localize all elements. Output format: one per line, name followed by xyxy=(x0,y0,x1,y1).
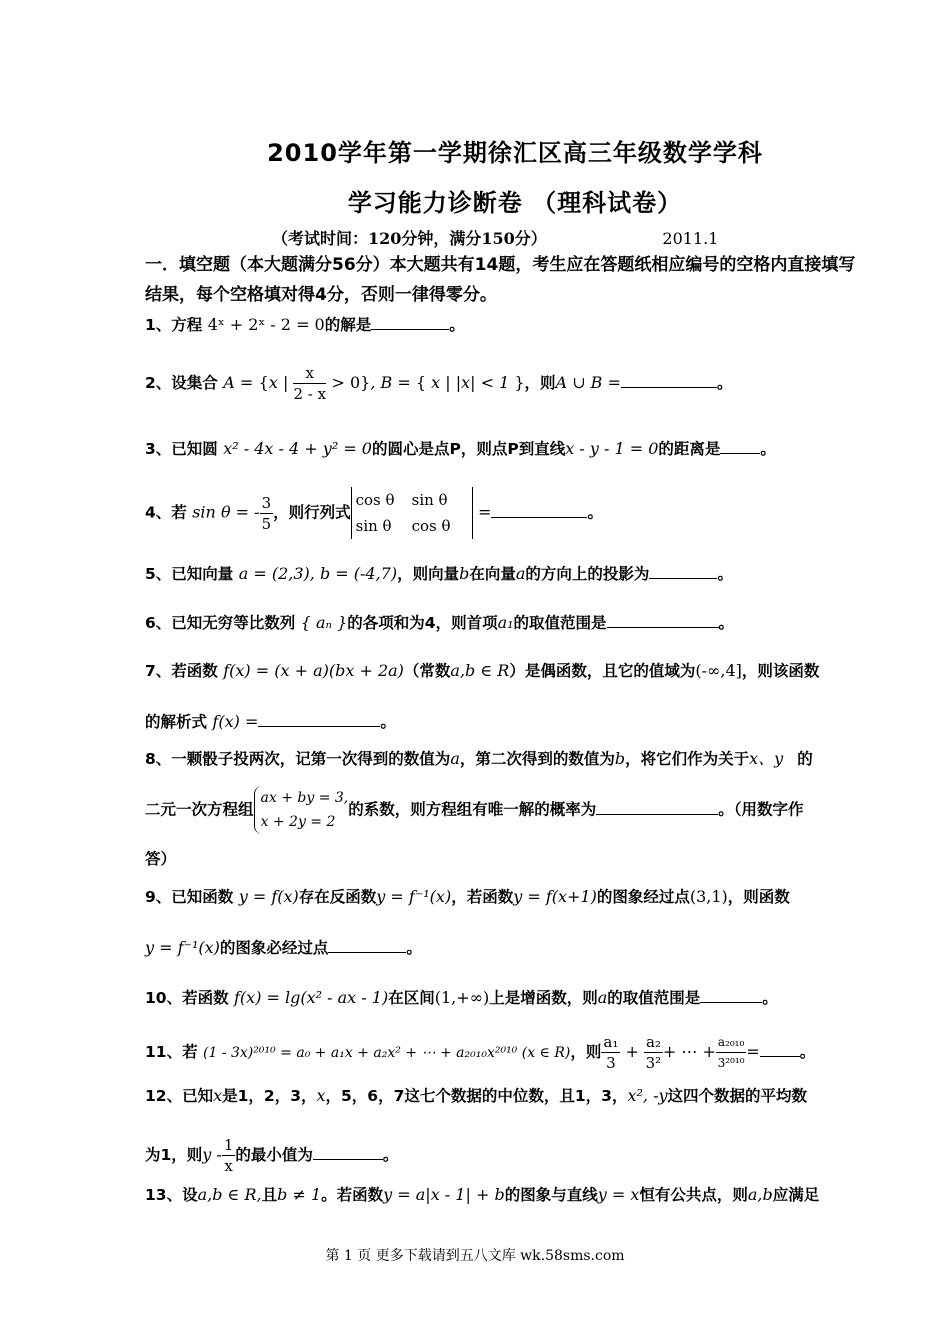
question-text: ，则行列式 xyxy=(273,503,351,522)
math-expression: x xyxy=(213,1086,223,1105)
question-text: ）是偶函数，且它的值域为 xyxy=(509,662,696,680)
math-expression: > 0 xyxy=(331,373,361,392)
question-text: 。 xyxy=(380,713,396,731)
question-text: 。 xyxy=(762,989,778,1007)
fraction xyxy=(222,1135,236,1176)
question-text: 。（用数字作 xyxy=(718,800,804,819)
math-expression: a xyxy=(597,988,608,1007)
question-text: 已知向量 xyxy=(171,565,234,583)
fraction-denominator: 3²⁰¹⁰ xyxy=(717,1056,745,1070)
question-text: 若函数 xyxy=(171,662,218,680)
question-text: ，则 xyxy=(570,1043,602,1061)
question-text: ，第二次得到的数值为 xyxy=(459,750,615,768)
question-8-line-2 xyxy=(145,786,865,834)
question-text: 方程 xyxy=(171,316,203,334)
question-7-line-2 xyxy=(145,710,865,733)
question-text: ，若函数 xyxy=(451,888,514,906)
question-number: 5、 xyxy=(145,565,172,583)
question-text: 。 xyxy=(382,1146,399,1164)
question-text: 存在反函数 xyxy=(298,888,377,906)
question-12 xyxy=(145,1085,865,1107)
question-text: 的解是 xyxy=(324,316,372,334)
question-3 xyxy=(145,437,865,460)
fraction-denominator: 3 xyxy=(606,1054,616,1072)
answer-blank xyxy=(371,313,449,330)
math-expression: b ≠ 1 xyxy=(277,1185,322,1204)
question-2: 2、设集合 A = {x | $\frac{x}{2 - x}$ > 0}, B = { x | |x| < 1 }，则A ∪ B = 。 xyxy=(145,364,733,403)
math-expression: f(x) = lg(x² - ax - 1) xyxy=(234,988,389,1007)
question-text: 已知圆 xyxy=(171,440,218,458)
math-expression: y = f(x+1) xyxy=(513,887,597,906)
math-expression: y = a|x - 1| + b xyxy=(383,1185,505,1204)
det-cell: cos θ xyxy=(411,517,451,535)
math-expression: a xyxy=(515,564,526,583)
math-expression: (1 - 3x)²⁰¹⁰ = a₀ + a₁x + a₂x² + ⋯ + a₂₀₁₀x²⁰¹⁰ (x ∈ R) xyxy=(203,1045,571,1061)
fraction-numerator: x xyxy=(293,363,326,384)
question-text: 。 xyxy=(799,1043,816,1061)
question-text: 的图象与直线 xyxy=(504,1186,598,1204)
fraction xyxy=(716,1032,746,1073)
math-expression: y = f⁻¹(x) xyxy=(376,887,452,906)
fraction-numerator: a₂ xyxy=(645,1033,661,1051)
math-expression: sin θ = - xyxy=(192,502,260,522)
question-text: 。 xyxy=(587,503,603,522)
math-expression: b xyxy=(459,564,470,583)
question-number: 13、 xyxy=(145,1186,183,1204)
math-expression: A = xyxy=(223,373,254,392)
math-expression: a₁ xyxy=(497,613,514,632)
fraction-numerator: a₂₀₁₀ xyxy=(716,1032,746,1053)
question-text: 的取值范围是 xyxy=(513,614,607,632)
math-expression: x², -y xyxy=(627,1086,668,1105)
question-text: 已知无穷等比数列 xyxy=(171,614,296,632)
det-cell: cos θ xyxy=(355,491,395,509)
question-text: 的各项和为4，则首项 xyxy=(347,614,498,632)
question-number: 11、 xyxy=(145,1043,183,1061)
question-8-line-3 xyxy=(145,848,865,870)
det-cell: sin θ xyxy=(411,491,448,509)
question-text: 这四个数据的平均数 xyxy=(667,1087,808,1105)
question-text: ，则 xyxy=(524,374,556,392)
answer-blank xyxy=(596,798,718,815)
answer-blank xyxy=(621,371,717,388)
math-expression: f(x) = xyxy=(212,712,259,731)
math-expression: y = f⁻¹(x) xyxy=(145,938,220,957)
math-expression: a xyxy=(450,749,460,768)
math-expression: b xyxy=(614,749,626,768)
question-text: 。 xyxy=(449,316,465,334)
question-text: 的 xyxy=(797,750,813,768)
question-text: 的解析式 xyxy=(145,713,208,731)
question-text: 的距离是 xyxy=(658,440,721,458)
math-expression: , B = xyxy=(370,373,416,392)
question-text: 已知 xyxy=(182,1087,214,1105)
fraction-numerator: 1 xyxy=(223,1136,234,1154)
question-text: 恒有公共点，则 xyxy=(639,1186,748,1204)
question-text: 。若函数 xyxy=(321,1186,384,1204)
math-expression: a,b ∈ R, xyxy=(197,1185,262,1204)
question-8 xyxy=(145,748,865,770)
question-number: 10、 xyxy=(145,989,183,1007)
fraction xyxy=(260,493,274,534)
determinant xyxy=(351,487,473,539)
math-expression: = xyxy=(746,1042,760,1061)
answer-blank xyxy=(649,562,717,579)
question-number: 7、 xyxy=(145,662,172,680)
equation: x + 2y = 2 xyxy=(260,814,336,830)
question-text: 。 xyxy=(406,939,422,957)
math-expression: x - y - 1 = 0 xyxy=(565,439,659,458)
question-text: 为1，则 xyxy=(145,1146,203,1164)
math-expression: y - xyxy=(202,1145,222,1164)
math-expression: x | |x| < 1 xyxy=(431,373,510,392)
math-expression: + ⋯ + xyxy=(662,1042,716,1061)
fraction-denominator: x xyxy=(224,1157,233,1175)
question-text: 二元一次方程组 xyxy=(145,800,254,819)
question-number: 12、 xyxy=(145,1087,183,1105)
equation-system xyxy=(254,786,349,834)
exam-title: 2010学年第一学期徐汇区高三年级数学学科 xyxy=(267,139,763,167)
question-text: 的图象必经过点 xyxy=(219,939,329,957)
question-text: 的最小值为 xyxy=(235,1146,313,1164)
question-10 xyxy=(145,986,865,1009)
exam-subtitle: 学习能力诊断卷 （理科试卷） xyxy=(347,189,683,217)
fraction-numerator: 3 xyxy=(261,493,272,512)
math-expression: a,b ∈ R xyxy=(450,661,510,680)
math-expression: = xyxy=(478,502,492,522)
question-number: 4、 xyxy=(145,503,172,522)
question-12-line-2 xyxy=(145,1135,865,1176)
question-number: 2、 xyxy=(145,374,172,392)
question-text: 的圆心是点P，则点P到直线 xyxy=(371,440,566,458)
question-text: 。 xyxy=(718,614,735,632)
answer-blank xyxy=(491,501,587,518)
math-expression: a = (2,3), b = (-4,7) xyxy=(238,564,398,583)
question-text: 是1，2，3， xyxy=(222,1087,317,1105)
math-expression: a,b xyxy=(747,1185,773,1204)
equation: ax + by = 3, xyxy=(260,790,349,806)
question-4 xyxy=(145,487,865,539)
question-text: 的方向上的投影为 xyxy=(525,565,650,583)
exam-date: 2011.1 xyxy=(662,229,719,248)
question-text: 设集合 xyxy=(171,374,218,392)
question-9-line-2 xyxy=(145,936,865,959)
answer-blank xyxy=(328,936,406,953)
question-text: ，则向量 xyxy=(397,565,460,583)
math-expression: 4ˣ + 2ˣ - 2 = 0 xyxy=(207,315,325,334)
question-5 xyxy=(145,562,865,585)
question-text: 的系数，则方程组有唯一解的概率为 xyxy=(348,800,597,819)
question-text: 答） xyxy=(145,850,177,868)
answer-blank xyxy=(760,1040,800,1057)
math-expression: { aₙ } xyxy=(300,613,348,632)
question-13 xyxy=(145,1184,865,1206)
question-text: ，则函数 xyxy=(727,888,790,906)
fraction-numerator: a₁ xyxy=(603,1033,619,1051)
fraction-denominator: 5 xyxy=(261,514,272,533)
question-text: 的取值范围是 xyxy=(607,989,701,1007)
question-text: 。 xyxy=(717,565,733,583)
question-text: 在向量 xyxy=(469,565,516,583)
math-expression: x² - 4x - 4 + y² = 0 xyxy=(223,439,372,458)
fraction xyxy=(293,363,326,404)
math-expression: x、y xyxy=(749,749,784,768)
exam-info xyxy=(272,226,718,249)
math-expression: y = f(x) xyxy=(238,887,299,906)
question-number: 3、 xyxy=(145,440,172,458)
question-text: ，将它们作为关于 xyxy=(625,750,750,768)
math-expression: (-∞,4] xyxy=(695,661,742,680)
fraction xyxy=(644,1032,663,1073)
fraction-denominator: 3² xyxy=(645,1054,662,1072)
question-7 xyxy=(145,660,865,682)
question-text: 若函数 xyxy=(182,989,229,1007)
question-text: 设 xyxy=(182,1186,198,1204)
question-text: 若 xyxy=(171,503,187,522)
question-1 xyxy=(145,313,865,336)
math-expression: (3,1) xyxy=(689,887,728,906)
question-9 xyxy=(145,886,865,908)
question-text: ，则该函数 xyxy=(741,662,820,680)
question-text: 上是增函数，则 xyxy=(489,989,598,1007)
det-cell: sin θ xyxy=(355,517,392,535)
page-footer: 第 1 页 更多下载请到五八文库 wk.58sms.com xyxy=(325,1248,625,1264)
question-text: 一颗骰子投两次，记第一次得到的数值为 xyxy=(171,750,451,768)
question-text: 已知函数 xyxy=(171,888,234,906)
answer-blank xyxy=(720,437,760,454)
answer-blank xyxy=(607,611,719,628)
question-11: 11、若 (1 - 3x)²⁰¹⁰ = a₀ + a₁x + a₂x² + ⋯ + a₂₀₁₀x²⁰¹⁰ (x ∈ R)，则 $\frac{\text{a₁}}{3}$ + $\frac{\text{a₂}}{\text{3²}}$ + ⋯ + $\frac{\text{a₂₀₁₀}}{\text{3²⁰¹⁰}}$ = 。 xyxy=(145,1033,816,1072)
question-text: ，5，6，7这七个数据的中位数，且1，3， xyxy=(325,1087,628,1105)
math-expression: x | xyxy=(268,373,294,392)
math-expression: A ∪ B = xyxy=(555,373,621,392)
question-text: 。 xyxy=(760,440,776,458)
answer-blank xyxy=(258,710,380,727)
math-expression: x xyxy=(316,1086,326,1105)
question-text: （常数 xyxy=(403,662,451,680)
question-text: 若 xyxy=(182,1043,198,1061)
exam-duration: （考试时间：120分钟，满分150分） xyxy=(272,229,547,248)
question-text: 的图象经过点 xyxy=(596,888,690,906)
math-expression: (1,+∞) xyxy=(434,988,490,1007)
question-number: 9、 xyxy=(145,888,172,906)
math-expression: y = x xyxy=(597,1185,640,1204)
question-text: 在区间 xyxy=(388,989,435,1007)
question-text: 应满足 xyxy=(772,1186,820,1204)
answer-blank xyxy=(313,1143,383,1160)
question-number: 6、 xyxy=(145,614,172,632)
question-6 xyxy=(145,611,865,634)
fraction-denominator: 2 - x xyxy=(293,385,327,403)
question-number: 1、 xyxy=(145,316,172,334)
question-text: 且 xyxy=(261,1186,278,1204)
question-number: 8、 xyxy=(145,750,172,768)
answer-blank xyxy=(700,986,762,1003)
question-text: 。 xyxy=(716,374,733,392)
fraction xyxy=(601,1032,620,1073)
section-intro: 一．填空题（本大题满分56分）本大题共有14题，考生应在答题纸相应编号的空格内直接填写结果，每个空格填对得4分，否则一律得零分。 xyxy=(145,255,856,305)
math-expression: f(x) = (x + a)(bx + 2a) xyxy=(223,661,404,680)
